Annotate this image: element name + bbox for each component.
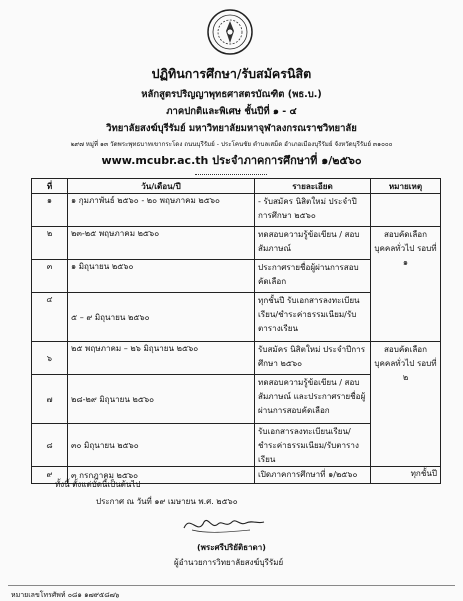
row-detail: ทดสอบความรู้ข้อเขียน / สอบสัมภาษณ์ <box>255 227 371 260</box>
college-address: ๒๙๗ หมู่ที่ ๑๓ วัดพระพุทธบาทเขากระโดง ถนนบุรีรัมย์ - ประโคนชัย ตำบลเสม็ด อำเภอเมืองบุรีรัมย์ จังหวัดบุรีรัมย์ ๓๑๐๐๐ <box>70 141 393 148</box>
header-no: ที่ <box>32 179 68 194</box>
class-info: ภาคปกติและพิเศษ ชั้นปีที่ ๑ - ๔ <box>166 106 297 117</box>
announcement-date: ประกาศ ณ วันที่ ๑๙ เมษายน พ.ศ. ๒๕๖๐ <box>96 497 238 506</box>
contact-phone: หมายเลขโทรศัพท์ ๐๘๑ ๑๗๙๕๘๗๖ <box>11 591 120 599</box>
row-number: ๑ <box>32 194 68 227</box>
document-title: ปฏิทินการศึกษา/รับสมัครนิสิต <box>151 66 312 81</box>
website-semester-line: www.mcubr.ac.th ประจำภาคการศึกษาที่ ๑/๒๕๖๐ <box>101 154 362 167</box>
row-number: ๖ <box>32 342 68 375</box>
table-row <box>32 227 441 260</box>
row-detail: ทดสอบความรู้ข้อเขียน / สอบสัมภาษณ์ และประกาศรายชื่อผู้ผ่านการสอบคัดเลือก <box>255 375 371 424</box>
university-seal-icon <box>207 9 253 55</box>
row-date: ๒๓-๒๕ พฤษภาคม ๒๕๖๐ <box>68 227 255 260</box>
signer-name: (พระศรีปริยัติธาดา) <box>197 543 266 552</box>
row-date: ๓๐ มิถุนายน ๒๕๖๐ <box>68 424 255 467</box>
note-round-2: สอบคัดเลือก บุคคลทั่วไป รอบที่ ๒ <box>371 342 441 467</box>
header-date: วัน/เดือน/ปี <box>68 179 255 194</box>
table-row <box>32 342 441 375</box>
table-header-row <box>32 179 441 194</box>
row-date: ๒๘-๒๙ มิถุนายน ๒๕๖๐ <box>68 375 255 424</box>
row-note <box>371 194 441 227</box>
effective-statement: ทั้งนี้ ตั้งแต่บัดนี้เป็นต้นไป <box>55 480 141 489</box>
row-detail: - รับสมัคร นิสิตใหม่ ประจำปีการศึกษา ๒๕๖๐ <box>255 194 371 227</box>
row-date: ๑ มิถุนายน ๒๕๖๐ <box>68 260 255 293</box>
header-note: หมายเหตุ <box>371 179 441 194</box>
dotted-divider <box>195 174 267 175</box>
row-number: ๗ <box>32 375 68 424</box>
signer-title: ผู้อำนวยการวิทยาลัยสงฆ์บุรีรัมย์ <box>174 558 284 567</box>
row-number: ๙ <box>32 467 68 484</box>
note-all-years: ทุกชั้นปี <box>371 467 441 484</box>
schedule-table <box>31 178 441 484</box>
college-name: วิทยาลัยสงฆ์บุรีรัมย์ มหาวิทยาลัยมหาจุฬาลงกรณราชวิทยาลัย <box>106 123 357 134</box>
row-number: ๘ <box>32 424 68 467</box>
row-date: ๕ – ๙ มิถุนายน ๒๕๖๐ <box>68 293 255 342</box>
row-detail: รับสมัคร นิสิตใหม่ ประจำปีการศึกษา ๒๕๖๐ <box>255 342 371 375</box>
row-date: ๑ กุมภาพันธ์ ๒๕๖๐ - ๒๐ พฤษภาคม ๒๕๖๐ <box>68 194 255 227</box>
row-detail: ประกาศรายชื่อผู้ผ่านการสอบคัดเลือก <box>255 260 371 293</box>
row-detail: เปิดภาคการศึกษาที่ ๑/๒๕๖๐ <box>255 467 371 484</box>
table-row <box>32 194 441 227</box>
row-number: ๒ <box>32 227 68 260</box>
row-number: ๓ <box>32 260 68 293</box>
row-detail: รับเอกสารลงทะเบียนเรียน/ชำระค่าธรรมเนียม/รับตารางเรียน <box>255 424 371 467</box>
note-round-1: สอบคัดเลือก บุคคลทั่วไป รอบที่ ๑ <box>371 227 441 342</box>
header-detail: รายละเอียด <box>255 179 371 194</box>
row-number: ๔ <box>32 293 68 342</box>
row-date: ๓ กรกฎาคม ๒๕๖๐ <box>68 467 255 484</box>
footer-divider <box>8 585 455 586</box>
row-detail: ทุกชั้นปี รับเอกสารลงทะเบียนเรียน/ชำระค่าธรรมเนียม/รับตารางเรียน <box>255 293 371 342</box>
handwritten-signature <box>178 510 268 538</box>
program-name: หลักสูตรปริญญาพุทธศาสตรบัณฑิต (พธ.บ.) <box>141 89 322 100</box>
row-date: ๒๕ พฤษภาคม – ๒๖ มิถุนายน ๒๕๖๐ <box>68 342 255 375</box>
